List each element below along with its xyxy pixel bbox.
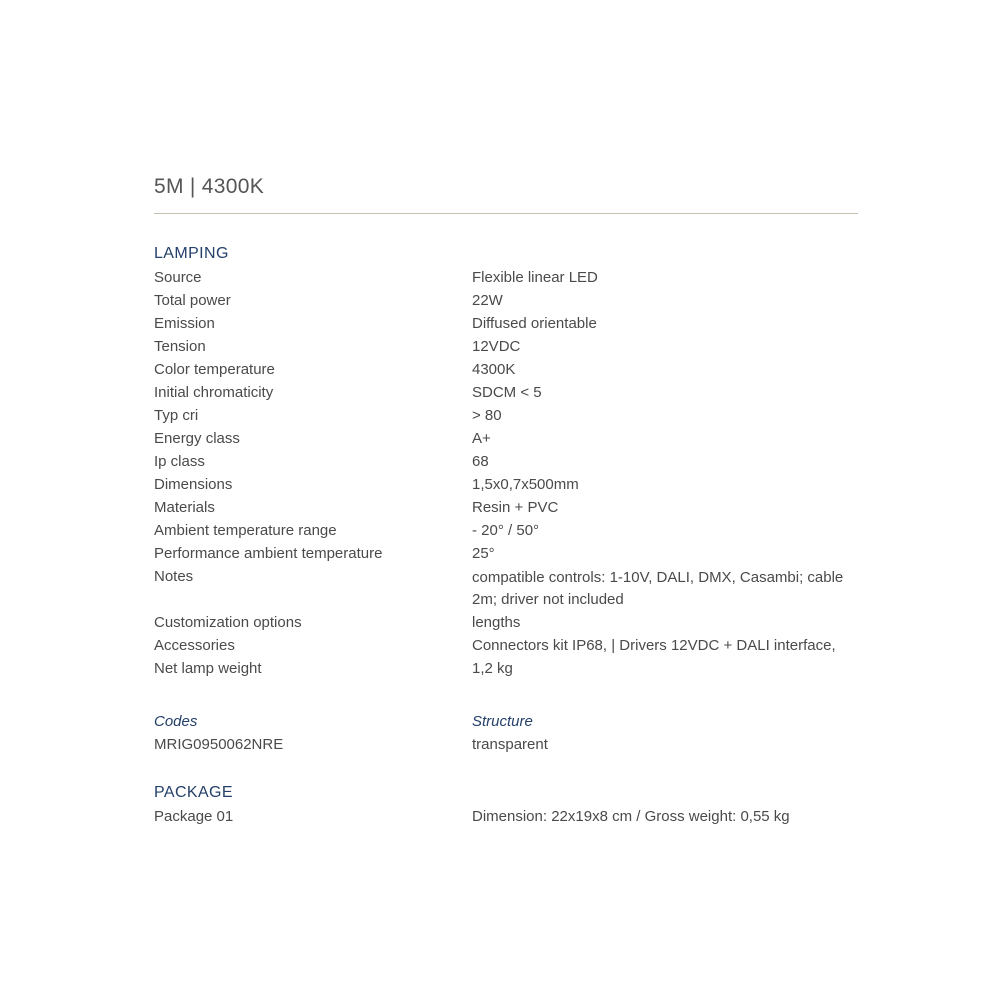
spec-row-net-lamp-weight: [154, 657, 858, 680]
spec-label: Performance ambient temperature: [154, 545, 383, 562]
spec-label: Emission: [154, 315, 215, 332]
structure-heading: Structure: [472, 713, 533, 730]
spec-value: A+: [472, 430, 491, 447]
spec-row-energy-class: [154, 427, 858, 450]
spec-value: 1,5x0,7x500mm: [472, 476, 579, 493]
package-label: Package 01: [154, 808, 234, 825]
lamping-heading: LAMPING: [154, 245, 229, 262]
spec-label: Initial chromaticity: [154, 384, 274, 401]
spec-row-ip-class: [154, 450, 858, 473]
spec-row-accessories: [154, 634, 858, 657]
spec-value: Diffused orientable: [472, 315, 597, 332]
spec-value: 12VDC: [472, 338, 521, 355]
lamping-spec-list: [154, 266, 858, 680]
spec-sheet: [154, 170, 858, 825]
spec-row-total-power: [154, 289, 858, 312]
spec-label: Dimensions: [154, 476, 233, 493]
spec-value: Flexible linear LED: [472, 269, 598, 286]
spec-value: 1,2 kg: [472, 660, 513, 677]
spec-value: 25°: [472, 545, 495, 562]
codes-heading: Codes: [154, 713, 198, 730]
spec-row-materials: [154, 496, 858, 519]
spec-value: Resin + PVC: [472, 499, 559, 516]
spec-row-initial-chromaticity: [154, 381, 858, 404]
spec-label: Notes: [154, 568, 194, 585]
spec-row-dimensions: [154, 473, 858, 496]
spec-row-performance-ambient-temperature: [154, 542, 858, 565]
spec-label: Net lamp weight: [154, 660, 262, 677]
spec-row-customization-options: [154, 611, 858, 634]
spec-label: Customization options: [154, 614, 302, 631]
spec-label: Tension: [154, 338, 206, 355]
spec-label: Typ cri: [154, 407, 199, 424]
spec-value: SDCM < 5: [472, 384, 542, 401]
spec-value: lengths: [472, 614, 521, 631]
spec-value: 68: [472, 453, 489, 470]
product-code: MRIG0950062NRE: [154, 736, 284, 753]
spec-label: Energy class: [154, 430, 240, 447]
spec-value: - 20° / 50°: [472, 522, 540, 539]
spec-value: > 80: [472, 407, 502, 424]
spec-label: Source: [154, 269, 202, 286]
spec-value: compatible controls: 1-10V, DALI, DMX, Casambi; cable 2m; driver not included: [472, 569, 844, 608]
spec-label: Ambient temperature range: [154, 522, 337, 539]
spec-label: Accessories: [154, 637, 235, 654]
package-value: Dimension: 22x19x8 cm / Gross weight: 0,55 kg: [472, 808, 790, 825]
spec-label: Total power: [154, 292, 231, 309]
title-divider: [154, 213, 858, 214]
spec-value: 4300K: [472, 361, 516, 378]
spec-value: 22W: [472, 292, 503, 309]
spec-label: Color temperature: [154, 361, 275, 378]
spec-row-source: [154, 266, 858, 289]
spec-row-typ-cri: [154, 404, 858, 427]
package-heading: PACKAGE: [154, 784, 233, 801]
spec-row-tension: [154, 335, 858, 358]
spec-row-notes: [154, 565, 858, 611]
structure-value: transparent: [472, 736, 548, 753]
spec-row-ambient-temperature-range: [154, 519, 858, 542]
spec-value: Connectors kit IP68, | Drivers 12VDC + DALI interface,: [472, 637, 836, 654]
page-title: 5M | 4300K: [154, 175, 265, 198]
spec-row-emission: [154, 312, 858, 335]
spec-label: Ip class: [154, 453, 205, 470]
spec-label: Materials: [154, 499, 215, 516]
spec-row-color-temperature: [154, 358, 858, 381]
